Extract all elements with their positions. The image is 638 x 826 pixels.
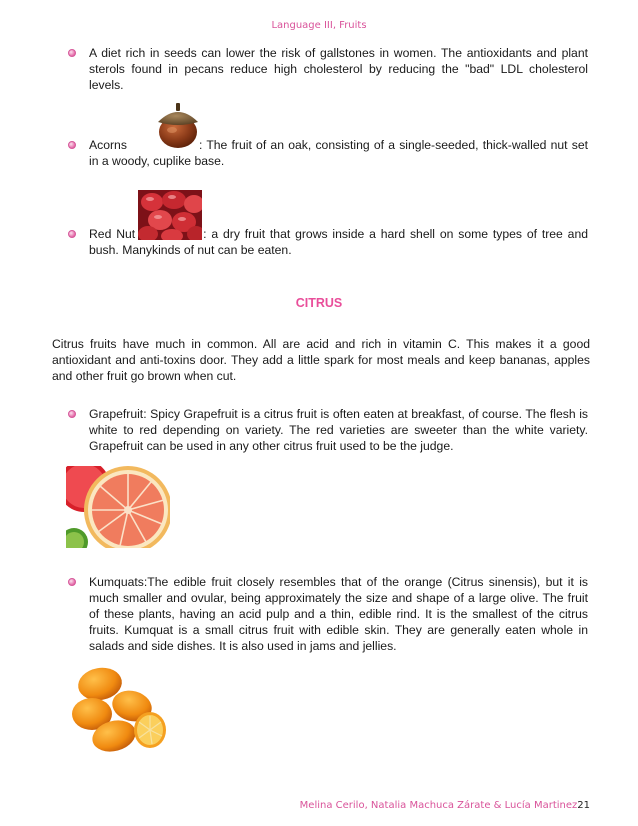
page-number: 21 <box>577 800 590 811</box>
list-item-acorns <box>68 137 588 169</box>
kumquats-description: The edible fruit closely resembles that of the orange (Citrus sinensis), but it is much smaller and ovular, being approximately the size and shape of a large olive. The fruit of these plants, having an acid pulp and a thin, edible rind. It is the smallest of the citrus fruits. Kumquat is a small citrus fruit with edible skin. They are generally eaten whole in salads and side dishes. It is also used in jams and jellies. <box>89 575 588 653</box>
list-item-seeds <box>68 45 588 93</box>
acorns-text <box>89 137 588 169</box>
list-item-kumquats <box>68 574 588 654</box>
bullet-icon <box>68 230 76 238</box>
page-footer <box>300 800 590 811</box>
bullet-icon <box>68 49 76 57</box>
kumquat-image <box>70 664 170 756</box>
section-title-citrus: CITRUS <box>295 296 343 310</box>
red-nut-description: : a dry fruit that grows inside a hard shell on some types of tree and bush. Manykinds of nut can be eaten. <box>89 227 589 257</box>
bullet-icon <box>68 410 76 418</box>
grapefruit-image <box>66 466 170 548</box>
grapefruit-text <box>89 406 588 454</box>
citrus-intro-paragraph: Citrus fruits have much in common. All are acid and rich in vitamin C. This makes it a good antioxidant and anti-toxins door. They add a little spark for most meals and keep bananas, apples and other fruit go brown when cut. <box>52 337 590 383</box>
seeds-text: A diet rich in seeds can lower the risk of gallstones in women. The antioxidants and plant sterols found in pecans reduce high cholesterol by reducing the "bad" LDL cholesterol levels. <box>89 46 588 92</box>
acorns-description: : The fruit of an oak, consisting of a single-seeded, thick-walled nut set in a woody, cuplike base. <box>89 138 588 168</box>
grapefruit-label: Grapefruit: <box>89 407 147 421</box>
list-item-grapefruit <box>68 406 588 454</box>
kumquats-label: Kumquats: <box>89 575 148 589</box>
kumquats-text <box>89 574 588 654</box>
acorns-label: Acorns <box>89 138 127 152</box>
footer-authors: Melina Cerilo, Natalia Machuca Zárate & Lucía Martinez <box>299 800 578 811</box>
bullet-icon <box>68 141 76 149</box>
grapefruit-description: Spicy Grapefruit is a citrus fruit is often eaten at breakfast, of course. The flesh is white to red depending on variety. The red varieties are sweeter than the white variety. Grapefruit can be used in any other citrus fruit used to be the judge. <box>89 407 588 453</box>
bullet-icon <box>68 578 76 586</box>
red-nut-label: Red Nut <box>89 227 136 241</box>
running-header: Language III, Fruits <box>271 20 367 31</box>
list-item-red-nut <box>68 226 588 258</box>
red-nut-text <box>89 226 588 258</box>
